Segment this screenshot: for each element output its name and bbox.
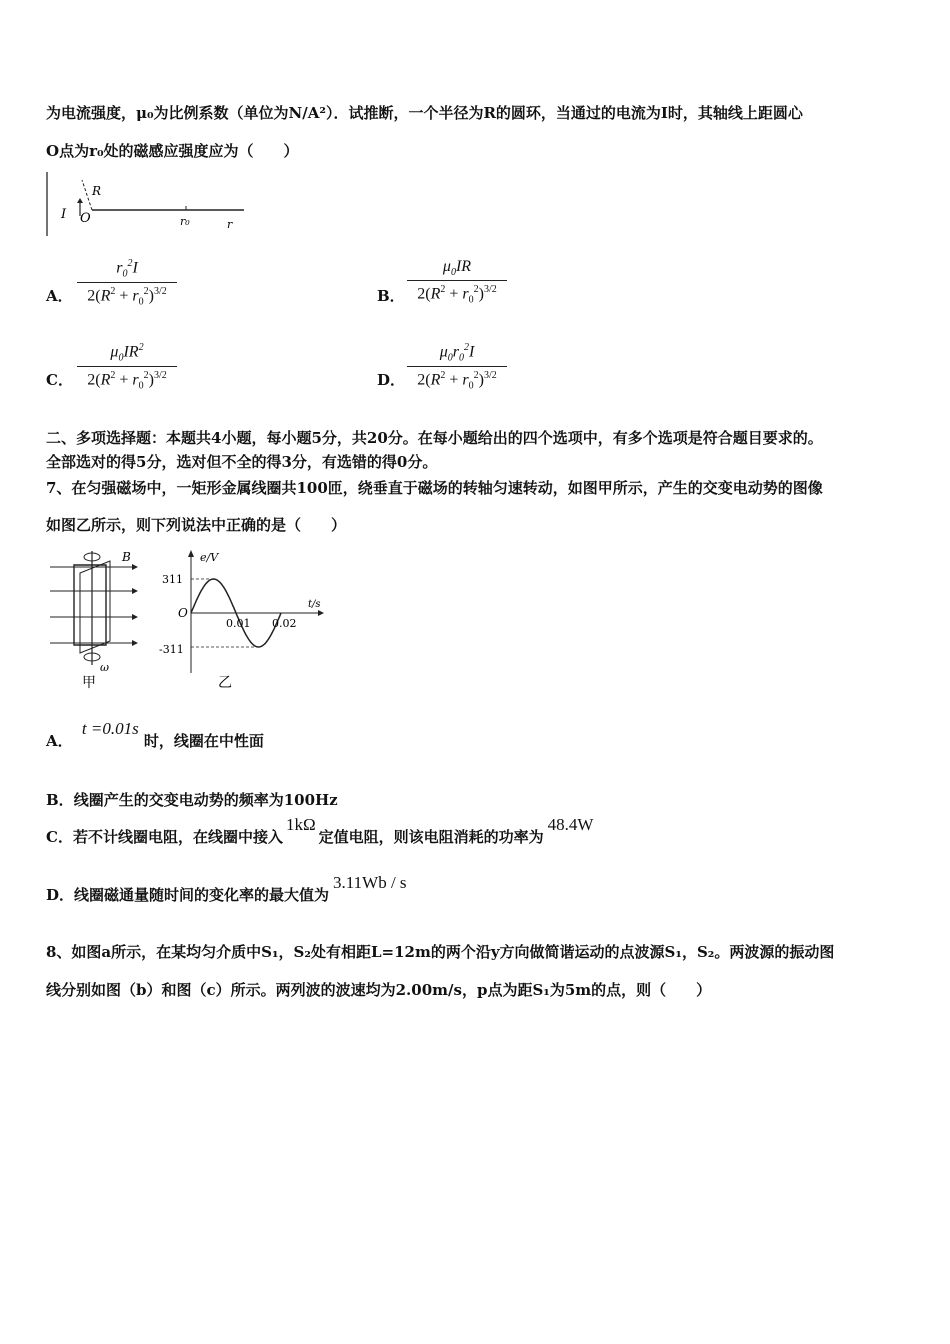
y-axis-label: e/V [200, 551, 219, 564]
ytick-min: -311 [159, 643, 184, 656]
option-c-formula: $\mu_0IR^2$ $2(R^2 + r_0^2)^{3/2}$ [77, 342, 177, 391]
q7-option-c-formula-b: 48.4W [547, 815, 594, 834]
y-axis-arrowhead [188, 550, 194, 557]
q7-option-a-text: 时，线圈在中性面 [143, 732, 264, 750]
q7-line-1: 7、在匀强磁场中，一矩形金属线圈共100匝，绕垂直于磁场的转轴匀速转动，如图甲所示，产生的交变电动势的图像 [46, 479, 823, 497]
q7-option-c [46, 815, 594, 847]
q7-option-a [46, 719, 264, 751]
q7-option-a-label: A． [46, 732, 73, 750]
section2-line-1: 二、多项选择题：本题共4小题，每小题5分，共20分。在每小题给出的四个选项中，有多个选项是符合题目要求的。 [46, 429, 823, 447]
q7-option-b-label: B． [46, 791, 74, 809]
q7-option-c-formula-a: 1kΩ [285, 815, 316, 834]
q7-option-b-text: 线圈产生的交变电动势的频率为100Hz [73, 791, 338, 809]
label-r0: r₀ [180, 215, 190, 228]
label-r: r [227, 218, 233, 231]
option-b-formula: $\mu_0IR$ $2(R^2 + r_0^2)^{3/2}$ [407, 258, 507, 306]
caption-jia: 甲 [82, 675, 96, 691]
section2-line-2: 全部选对的得5分，选对但不全的得3分，有选错的得0分。 [46, 453, 438, 471]
radius-line [82, 180, 92, 210]
intro-line-2: O点为r₀处的磁感应强度应为（ ） [46, 142, 299, 160]
option-b-label: B． [377, 287, 405, 305]
q7-option-c-text-a: 若不计线圈电阻，在线圈中接入 [72, 828, 283, 846]
option-c-label: C． [46, 371, 73, 389]
q7-option-b [46, 789, 338, 810]
option-d-formula: $\mu_0r_0^2I$ $2(R^2 + r_0^2)^{3/2}$ [407, 342, 507, 391]
coil-front [74, 565, 106, 645]
caption-yi: 乙 [218, 675, 232, 691]
current-arrowhead [77, 198, 83, 203]
option-a-formula: $r_0^2I$ $2(R^2 + r_0^2)^{3/2}$ [77, 258, 177, 307]
q8-line-1: 8、如图a所示，在某均匀介质中S₁，S₂处有相距L=12m的两个沿y方向做简谐运动的点波源S₁，S₂。两波源的振动图 [46, 943, 835, 961]
q7-option-d-formula: 3.11Wb / s [333, 873, 407, 892]
field-arrowheads [132, 564, 138, 646]
option-d-label: D． [377, 371, 406, 389]
option-a-label: A． [46, 287, 73, 305]
q7-option-d [46, 873, 407, 905]
xtick-2: 0.02 [272, 617, 297, 630]
coil-figure [44, 545, 144, 693]
label-B: B [122, 550, 131, 564]
q7-option-c-label: C． [46, 828, 73, 846]
q7-option-c-text-b: 定值电阻，则该电阻消耗的功率为 [318, 828, 544, 846]
ytick-max: 311 [162, 573, 183, 586]
q7-option-d-label: D． [46, 886, 75, 904]
q7-option-a-formula: t =0.01s [81, 719, 139, 738]
ring-axis-figure [44, 170, 244, 240]
label-O: O [80, 211, 91, 226]
q7-line-2: 如图乙所示，则下列说法中正确的是（ ） [46, 516, 347, 534]
xtick-1: 0.01 [226, 617, 251, 630]
intro-line-1: 为电流强度，μ₀为比例系数（单位为N/A²）．试推断，一个半径为R的圆环，当通过的电流为I时，其轴线上距圆心 [46, 104, 803, 122]
origin-label: O [178, 606, 188, 620]
label-omega: ω [100, 661, 109, 674]
x-axis-label: t/s [308, 599, 321, 610]
emf-chart [158, 545, 328, 693]
label-R: R [92, 184, 102, 198]
q8-line-2: 线分别如图（b）和图（c）所示。两列波的波速均为2.00m/s，p点为距S₁为5m的点，则（ ） [46, 981, 712, 999]
field-lines [50, 567, 132, 643]
label-I: I [61, 207, 67, 222]
x-axis-arrowhead [318, 610, 324, 616]
q7-option-d-text: 线圈磁通量随时间的变化率的最大值为 [74, 886, 330, 904]
